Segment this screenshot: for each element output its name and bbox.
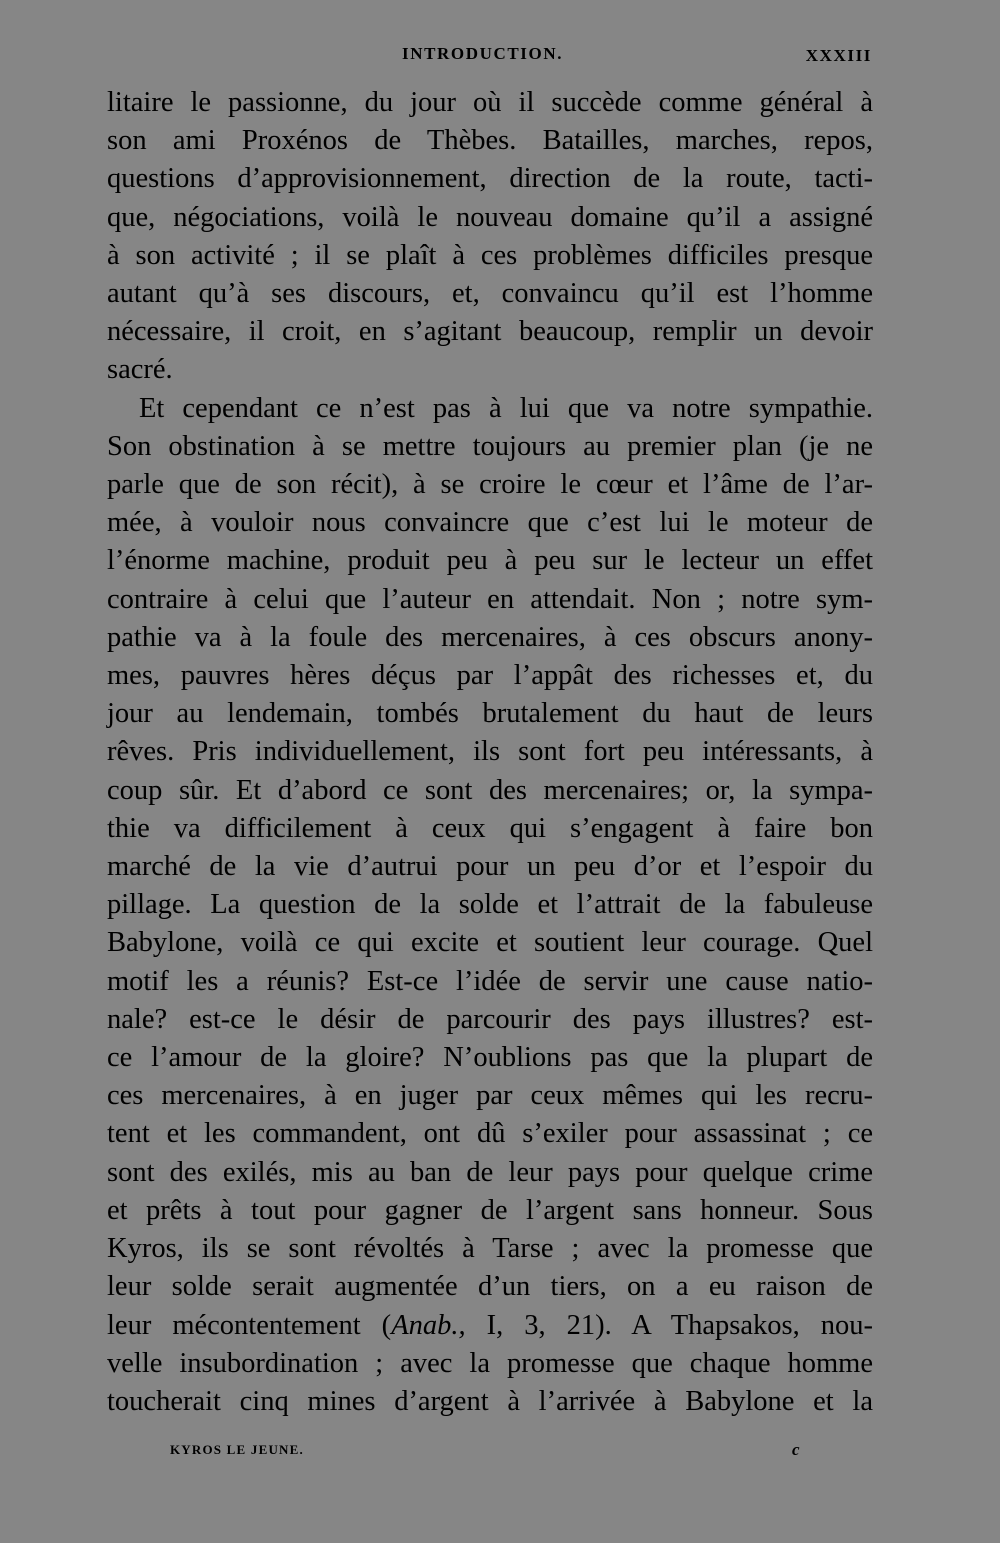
text-line: leur mécontentement (Anab., I, 3, 21). A Thapsakos, nou- [107,1309,873,1341]
text-line: et prêts à tout pour gagner de l’argent sans honneur. Sous [107,1194,873,1226]
text-line: son ami Proxénos de Thèbes. Batailles, marches, repos, [107,125,873,157]
text-line: que, négociations, voilà le nouveau domaine qu’il a assigné [107,201,873,233]
text-line: motif les a réunis? Est-ce l’idée de servir une cause natio- [107,965,873,997]
text-line: l’énorme machine, produit peu à peu sur le lecteur un effet [107,545,873,577]
text-line: Son obstination à se mettre toujours au premier plan (je ne [107,430,873,462]
text-line: parle que de son récit), à se croire le cœur et l’âme de l’ar- [107,469,873,501]
text-line: thie va difficilement à ceux qui s’engagent à faire bon [107,812,873,844]
text-line: ce l’amour de la gloire? N’oublions pas que la plupart de [107,1042,873,1074]
text-line: sacré. [107,354,173,386]
running-title: INTRODUCTION. [402,44,564,63]
paragraph-2 [107,390,873,1421]
text-line: velle insubordination ; avec la promesse que chaque homme [107,1347,873,1379]
text-line: Babylone, voilà ce qui excite et soutient leur courage. Quel [107,927,873,959]
text-line: rêves. Pris individuellement, ils sont fort peu intéressants, à [107,736,873,768]
body-text [107,84,873,1421]
paragraph-1 [107,84,873,390]
text-line: pathie va à la foule des mercenaires, à ces obscurs anony- [107,621,873,653]
text-line: questions d’approvisionnement, direction de la route, tacti- [107,163,873,195]
text-line: nécessaire, il croit, en s’agitant beaucoup, remplir un devoir [107,316,873,348]
text-line: leur solde serait augmentée d’un tiers, on a eu raison de [107,1271,873,1303]
text-line: coup sûr. Et d’abord ce sont des mercenaires; or, la sympa- [107,774,873,806]
text-line: mes, pauvres hères déçus par l’appât des richesses et, du [107,660,873,692]
text-line: ces mercenaires, à en juger par ceux mêmes qui les recru- [107,1080,873,1112]
page-number: XXXIII [805,46,872,65]
text-line: à son activité ; il se plaît à ces problèmes difficiles presque [107,239,873,271]
text-line: contraire à celui que l’auteur en attendait. Non ; notre sym- [107,583,873,615]
work-citation: Anab., [391,1309,466,1341]
text-line: mée, à vouloir nous convaincre que c’est lui le moteur de [107,507,873,539]
text-line: pillage. La question de la solde et l’attrait de la fabuleuse [107,889,873,921]
text-line: litaire le passionne, du jour où il succède comme général à [107,87,873,118]
text-line: jour au lendemain, tombés brutalement du haut de leurs [107,698,873,730]
text-line: nale? est-ce le désir de parcourir des pays illustres? est- [107,1003,873,1035]
gathering-mark: c [792,1440,800,1459]
text-line: tent et les commandent, ont dû s’exiler pour assassinat ; ce [107,1118,873,1150]
text-line: marché de la vie d’autrui pour un peu d’or et l’espoir du [107,851,873,883]
text-line: toucherait cinq mines d’argent à l’arrivée à Babylone et la [107,1385,873,1417]
text-line: Kyros, ils se sont révoltés à Tarse ; avec la promesse que [107,1233,873,1265]
text-line: Et cependant ce n’est pas à lui que va notre sympathie. [139,392,873,424]
signature-mark: KYROS LE JEUNE. [170,1442,304,1457]
text-line: sont des exilés, mis au ban de leur pays pour quelque crime [107,1156,873,1188]
text-line: autant qu’à ses discours, et, convaincu qu’il est l’homme [107,278,873,310]
